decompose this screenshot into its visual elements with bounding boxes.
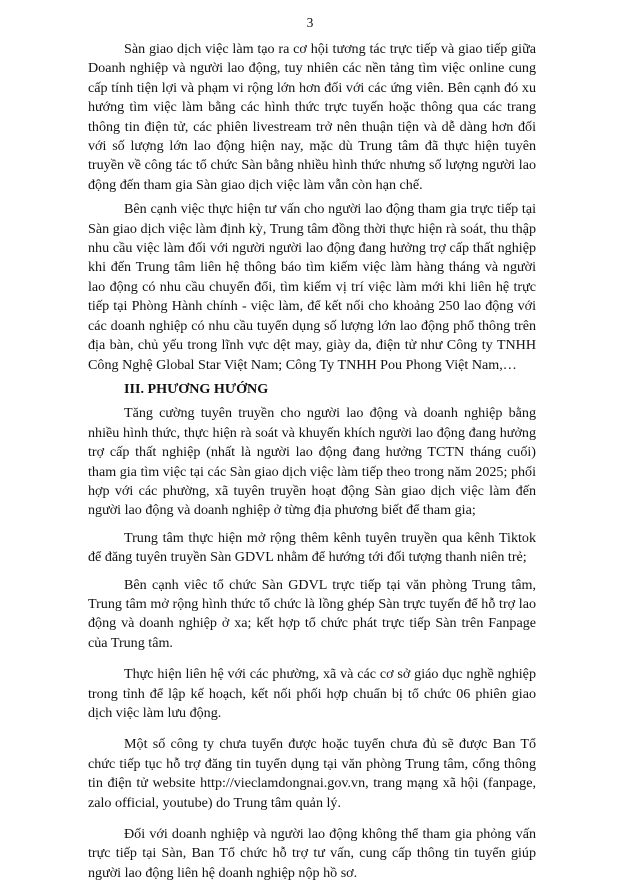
paragraph-mobile-sessions: Thực hiện liên hệ với các phường, xã và các cơ sở giáo dục nghề nghiệp trong tỉnh để lập kế hoạch, kết nối phối hợp chuẩn bị tổ chức 06 phiên giao dịch việc làm lưu động. xyxy=(88,666,536,721)
paragraph-promotion: Tăng cường tuyên truyền cho người lao động và doanh nghiệp bằng nhiều hình thức, thực hiện rà soát và khuyến khích người lao động đang hưởng trợ cấp thất nghiệp (nhất là người lao động đang hưởng TCTN tháng cuối) tham gia tìm việc tại các Sàn giao dịch việc làm tiếp theo trong năm 2025; phối hợp với các phường, xã tuyên truyền hoạt động Sàn giao dịch việc làm đến người lao động và doanh nghiệp ở từng địa phương biết để tham gia; xyxy=(88,405,536,519)
paragraph-recruitment-support: Một số công ty chưa tuyển được hoặc tuyển chưa đủ sẽ được Ban Tổ chức tiếp tục hỗ trợ đăng tin tuyển dụng tại văn phòng Trung tâm, cổng thông tin điện tử website http://vieclamdongnai.gov.vn, trang mạng xã hội (fanpage, zalo official, youtube) do Trung tâm quản lý. xyxy=(88,736,536,811)
section-heading: III. PHƯƠNG HƯỚNG xyxy=(124,380,269,397)
page-number: 3 xyxy=(306,15,314,30)
paragraph-tiktok-channel: Trung tâm thực hiện mở rộng thêm kênh tuyên truyền qua kênh Tiktok để đăng tuyên truyền Sàn GDVL nhằm để hướng tới đối tượng thanh niên trẻ; xyxy=(88,529,536,566)
page-body xyxy=(88,40,536,883)
paragraph-job-fair-limits: Sàn giao dịch việc làm tạo ra cơ hội tương tác trực tiếp và giao tiếp giữa Doanh nghiệp và người lao động, tuy nhiên các nền tảng tìm việc online cung cấp tính tiện lợi và phạm vi rộng lớn hơn đối với các ứng viên. Bên cạnh đó xu hướng tìm việc làm bằng các hình thức trực tuyến hoặc thông qua các trang thông tin điện tử, các phiên livestream trở nên thuận tiện và dễ dàng hơn đối với số lượng lớn lao động hiện nay, mặc dù Trung tâm đã thực hiện tuyên truyền về công tác tổ chức Sàn bằng nhiều hình thức nhưng số lượng người lao động đến tham gia Sàn giao dịch việc làm vẫn còn hạn chế. xyxy=(88,41,536,193)
paragraph-remote-interview: Đối với doanh nghiệp và người lao động không thể tham gia phỏng vấn trực tiếp tại Sàn, Ban Tổ chức hỗ trợ tư vấn, cung cấp thông tin tuyển giúp người lao động liên hệ doanh nghiệp nộp hồ sơ. xyxy=(88,826,536,881)
paragraph-online-fair: Bên cạnh viêc tổ chức Sàn GDVL trực tiếp tại văn phòng Trung tâm, Trung tâm mở rộng hình thức tổ chức là lồng ghép Sàn trực tuyến để hỗ trợ lao động và doanh nghiệp ở xa; kết hợp tổ chức phát trực tiếp Sàn trên Fanpage của Trung tâm. xyxy=(88,576,536,651)
paragraph-consulting-activities: Bên cạnh việc thực hiện tư vấn cho người lao động tham gia trực tiếp tại Sàn giao dịch việc làm định kỳ, Trung tâm đồng thời thực hiện rà soát, thu thập nhu cầu việc làm đối với người người lao động đang hưởng trợ cấp thất nghiệp khi đến Trung tâm liên hệ thông báo tìm kiếm việc làm hàng tháng và người lao động có nhu cầu chuyển đổi, tìm kiếm vị trí việc làm mới khi liên hệ trực tiếp tại Phòng Hành chính - việc làm, để kết nối cho khoảng 250 lao động với các doanh nghiệp có nhu cầu tuyển dụng số lượng lớn lao động phổ thông trên địa bàn, chủ yếu trong lĩnh vực dệt may, giày da, điện tử như Công ty TNHH Công Nghệ Global Star Việt Nam; Công Ty TNHH Pou Phong Việt Nam,… xyxy=(88,201,536,373)
